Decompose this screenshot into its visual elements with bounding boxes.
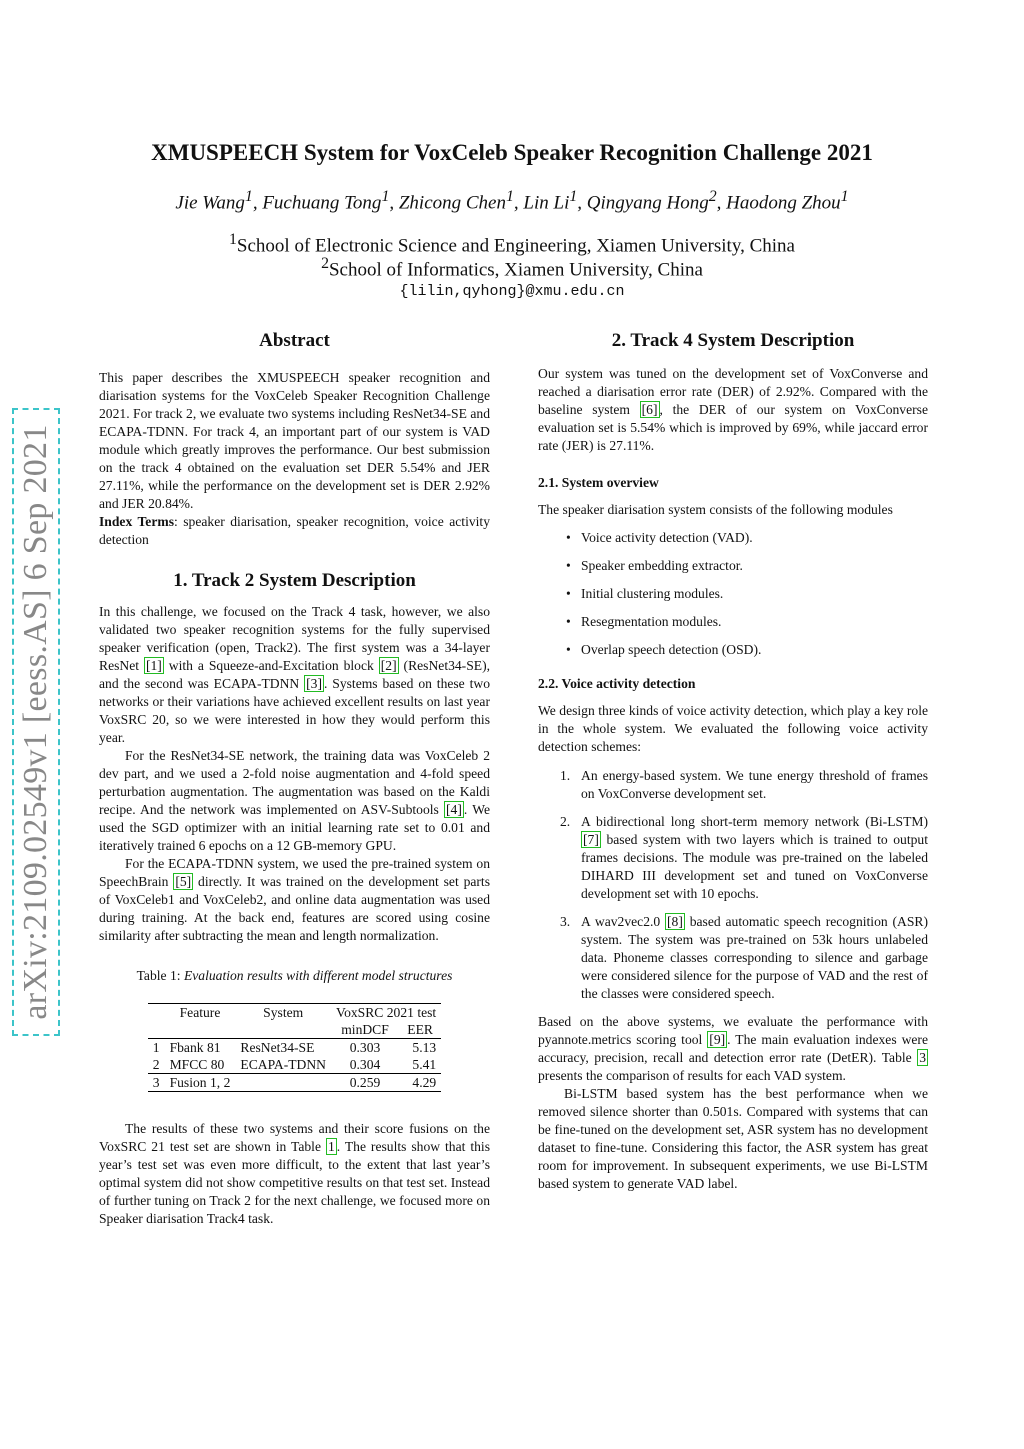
subsection-2-2-heading: 2.2. Voice activity detection (538, 676, 696, 691)
subsection-2-1-heading: 2.1. System overview (538, 475, 659, 490)
column-header-group: VoxSRC 2021 test (331, 1004, 441, 1022)
affiliation-2: $^2$School of Informatics, Xiamen University, China (321, 255, 703, 281)
author: Zhicong Chen (398, 192, 506, 214)
column-header: Feature (165, 1004, 236, 1022)
abstract-text: This paper describes the XMUSPEECH speaker recognition and diarisation systems for the VoxCeleb Speaker Recognition Challenge 2021. For track 2, we evaluate two systems including ResNet34-SE and ECAPA-TDNN. For track 4, an important part of our system is VAD module which greatly improves the performance. Our best submission on the track 4 obtained on the evaluation set DER 5.54% and JER 27.11%, while the performance on the development set is DER 2.92% and JER 20.84%. (99, 370, 490, 511)
system-overview-text: The speaker diarisation system consists of the following modules (538, 502, 893, 517)
section-1-paragraph: In this challenge, we focused on the Track 4 task, however, we also validated two speaker recognition systems for the fully supervised speaker verification (open, Track2). The first system was a 34-layer ResNet [1] with a Squeeze-and-Excitation block [2] (ResNet34-SE), and the second was ECAPA-TDNN [3] . Systems based on these two networks or their variations have achieved excellent results on last year VoxSRC 20, so we were interested in how they would perform this year. (99, 604, 491, 745)
list-item: 2. A bidirectional long short-term memory network (Bi-LSTM) [7] based system with two layers which is trained to output frames decisions. The module was pre-trained on the labeled DIHARD III development set and tuned on VoxConverse development set with 10 epochs. (560, 814, 928, 901)
table-row: 3 Fusion 1, 2 0.259 4.29 (148, 1074, 441, 1092)
right-column (538, 330, 928, 1193)
author: Lin Li (523, 192, 570, 214)
citation-link[interactable]: [7] (583, 832, 599, 847)
module-list (538, 529, 928, 659)
citation-link[interactable]: [5] (175, 874, 192, 889)
table-row: 2 MFCC 80 ECAPA-TDNN 0.304 5.41 (152, 1057, 437, 1072)
citation-link[interactable]: [3] (306, 676, 322, 691)
author: Jie Wang (175, 192, 245, 214)
section-1-paragraph: The results of these two systems and their score fusions on the VoxSRC 21 test set are shown in Table 1 . The results show that this year’s test set was even more difficult, to the extent that last year’s optimal system did not show competitive results on that test set. Instead of further tuning on Track 2 for the next challenge, we focused more on Speaker diarisation Track4 task. (99, 1121, 491, 1226)
section-2-intro: Our system was tuned on the development set of VoxConverse and reached a diarisation error rate (DER) of 2.92%. Compared with the baseline system [6] , the DER of our system on VoxConverse evaluation set is 5.54% which is improved by 69%, while jaccard error rate (JER) is 27.11%. (538, 366, 928, 453)
vad-intro-text: We design three kinds of voice activity detection, which play a key role in the whole system. We evaluated the following voice activity detection schemes: (538, 703, 928, 754)
author: Fuchuang Tong (262, 192, 382, 214)
table-link[interactable]: 1 (327, 1139, 335, 1154)
citation-link[interactable]: [2] (380, 658, 397, 673)
table-1-caption: Table 1: Evaluation results with different model structures (136, 968, 453, 983)
section-1-paragraph: For the ResNet34-SE network, the training data was VoxCeleb 2 dev part, and we used a 2-fold noise augmentation and 4-fold speed perturbation augmentation. The augmentation was based on the Kaldi recipe. And the network was implemented on ASV-Subtools [4] . We used the SGD optimizer with an initial learning rate set to 0.01 and iteratively trained 6 epochs on a 12 GB-memory GPU. (99, 748, 490, 853)
table-link[interactable]: 3 (919, 1050, 926, 1065)
citation-link[interactable]: [6] (641, 402, 658, 417)
vad-scheme-list (538, 767, 928, 1003)
list-item: • Initial clustering modules. (538, 585, 928, 603)
section-1-paragraph: For the ECAPA-TDNN system, we used the pre-trained system on SpeechBrain [5] directly. It was trained on the development set parts of VoxCeleb1 and VoxCeleb2, and online data augmentation was used during training. At the back end, features are scored using cosine similarity after subtracting the mean and length normalization. (99, 856, 490, 943)
citation-link[interactable]: [9] (709, 1032, 726, 1047)
author: Qingyang Hong (586, 192, 709, 214)
vad-conclusion-paragraph: Bi-LSTM based system has the best performance when we removed silence shorter than 0.501s. Compared with systems that can be fine-tuned on the development set, ASR system has no development dataset to fine-tune. Considering this factor, the ASR system has great room for improvement. In subsequent experiments, we use Bi-LSTM based system to generate VAD label. (538, 1086, 928, 1191)
column-header: EER (407, 1022, 433, 1037)
list-item: 1. An energy-based system. We tune energy threshold of frames on VoxConverse development set. (560, 768, 928, 801)
contact-email[interactable]: {lilin,qyhong}@xmu.edu.cn (399, 283, 625, 300)
table-1-wrapper (99, 1003, 490, 1092)
citation-link[interactable]: [4] (446, 802, 462, 817)
results-table (148, 1003, 441, 1092)
citation-link[interactable]: [1] (145, 658, 162, 673)
affiliation-1: $^1$School of Electronic Science and Engineering, Xiamen University, China (229, 231, 795, 257)
column-header: minDCF (341, 1022, 389, 1037)
citation-link[interactable]: [8] (667, 914, 683, 929)
author-list: Jie Wang$^1$, Fuchuang Tong$^1$, Zhicong Chen$^1$, Lin Li$^1$, Qingyang Hong$^2$, Haodong Zhou$^1$ (175, 188, 849, 214)
list-item: • Overlap speech detection (OSD). (538, 641, 928, 659)
section-2-heading: 2. Track 4 System Description (611, 330, 855, 351)
list-item: 3. A wav2vec2.0 [8] based automatic speech recognition (ASR) system. The system was pre-trained on 53k hours unlabeled data. Phoneme classes corresponding to silence and garbage were considered silence for the purpose of VAD and the rest of the classes were considered speech. (560, 914, 928, 1001)
list-item: • Voice activity detection (VAD). (538, 529, 928, 547)
arxiv-stamp[interactable]: arXiv:2109.02549v1 [eess.AS] 6 Sep 2021 (12, 408, 60, 1036)
list-item: • Speaker embedding extractor. (538, 557, 928, 575)
column-header: System (235, 1004, 331, 1022)
author: Haodong Zhou (726, 192, 841, 214)
paper-title: XMUSPEECH System for VoxCeleb Speaker Recognition Challenge 2021 (151, 140, 873, 165)
index-terms: Index Terms: speaker diarisation, speaker recognition, voice activity detection (99, 514, 490, 547)
list-item: • Resegmentation modules. (538, 613, 928, 631)
section-1-heading: 1. Track 2 System Description (173, 570, 416, 591)
abstract-heading: Abstract (259, 330, 330, 351)
vad-evaluation-paragraph: Based on the above systems, we evaluate the performance with pyannote.metrics scoring tool [9] . The main evaluation indexes were accuracy, precision, recall and detection error rate (DetER). Table 3 presents the comparison of results for each VAD system. (538, 1014, 928, 1083)
left-column (99, 330, 490, 1228)
table-row: 1 Fbank 81 ResNet34-SE 0.303 5.13 (148, 1039, 441, 1057)
